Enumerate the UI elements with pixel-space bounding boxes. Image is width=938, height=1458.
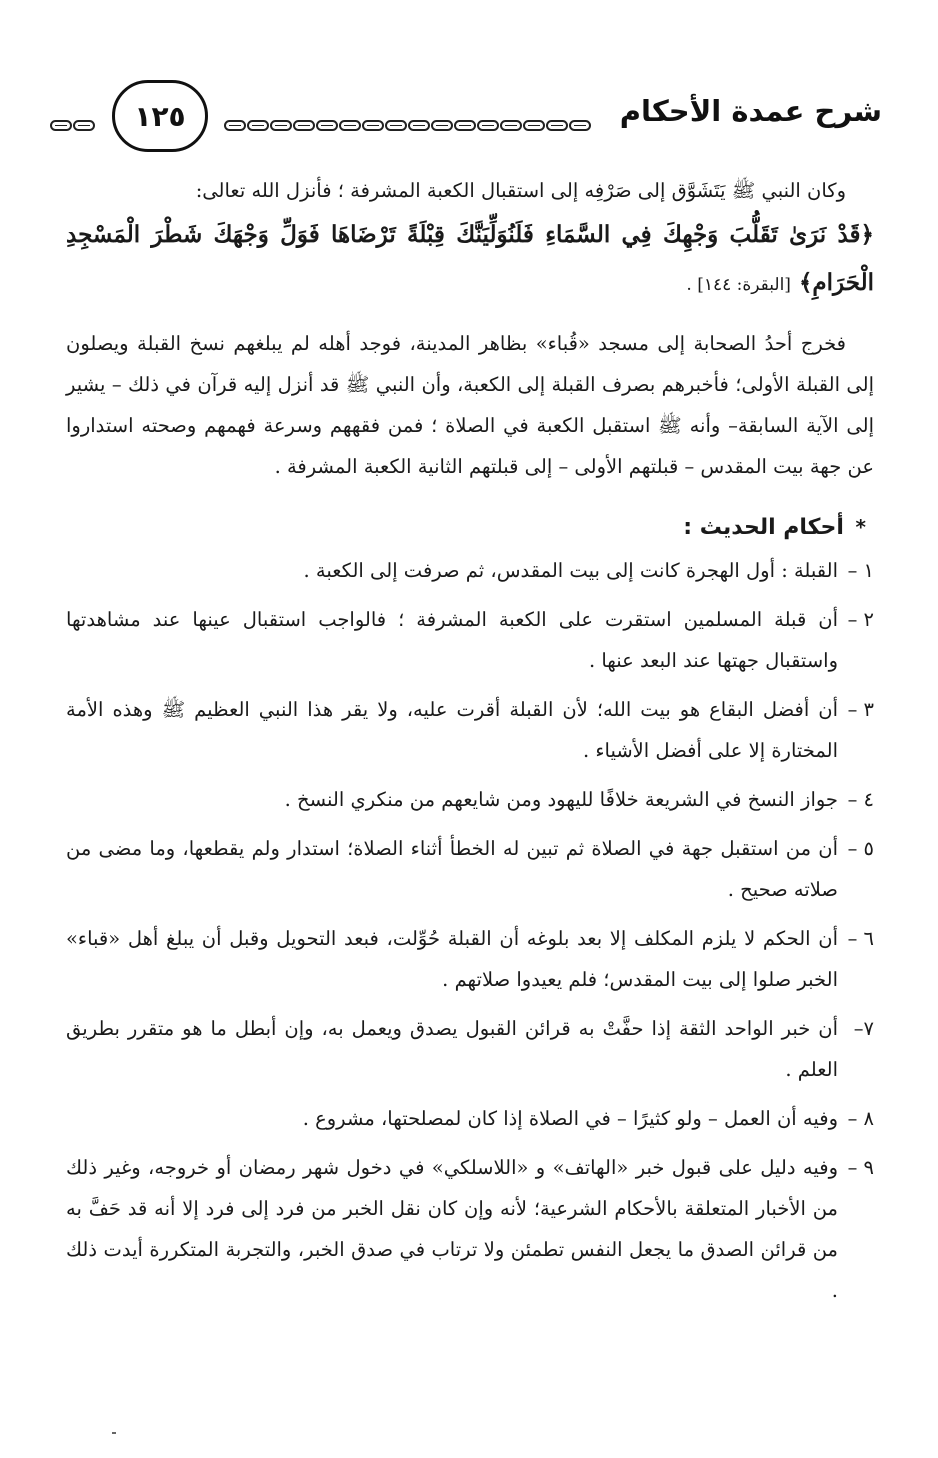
- ruling-number: ٣ –: [847, 698, 874, 721]
- page-body: [66, 170, 874, 1319]
- page-number: ١٢٥: [134, 99, 186, 133]
- quran-verse-text: ﴿قَدْ نَرَىٰ تَقَلُّبَ وَجْهِكَ فِي السَّمَاءِ فَلَنُوَلِّيَنَّكَ قِبْلَةً تَرْضَاهَا فَوَلِّ وَجْهَكَ شَطْرَ الْمَسْجِدِ الْحَرَامِ﴾: [66, 221, 874, 296]
- ruling-item: [66, 918, 874, 1000]
- section-title: أحكام الحديث :: [683, 515, 844, 540]
- scan-speck: [112, 1432, 116, 1434]
- verse-reference: [البقرة: ١٤٤] .: [686, 275, 791, 295]
- ruling-text: أن قبلة المسلمين استقرت على الكعبة المشرفة ؛ فالواجب استقبال عينها عند مشاهدتها واستقبال جهتها عند البعد عنها .: [66, 608, 838, 672]
- running-header: [0, 80, 938, 170]
- ruling-text: وفيه دليل على قبول خبر «الهاتف» و «اللاسلكي» في دخول شهر رمضان أو خروجه، وغير ذلك من الأخبار المتعلقة بالأحكام الشرعية؛ لأنه وإن كان نقل الخبر من فرد إلى فرد إلا أنه قد حَفَّ به من قرائن الصدق ما يجعل النفس تطمئن ولا ترتاب في صدق الخبر، والتجربة المتكررة أيدت ذلك .: [66, 1156, 838, 1302]
- ruling-number: ٥ –: [847, 837, 874, 860]
- ruling-number: ٩ –: [847, 1156, 874, 1179]
- quran-verse: [66, 211, 874, 309]
- ruling-item: [66, 689, 874, 771]
- ruling-text: جواز النسخ في الشريعة خلافًا لليهود ومن شايعهم من منكري النسخ .: [284, 788, 838, 811]
- intro-line: وكان النبي ﷺ يَتَشَوَّق إلى صَرْفِه إلى استقبال الكعبة المشرفة ؛ فأنزل الله تعالى:: [195, 179, 846, 202]
- rulings-list: [66, 550, 874, 1311]
- page-number-badge: [112, 80, 208, 152]
- story-paragraph: فخرج أحدُ الصحابة إلى مسجد «قُباء» بظاهر المدينة، فوجد أهله لم يبلغهم نسخ القبلة ويصلون إلى القبلة الأولى؛ فأخبرهم بصرف القبلة إلى الكعبة، وأن النبي ﷺ قد أنزل إليه قرآن في ذلك – يشير إلى الآية السابقة– وأنه ﷺ استقبل الكعبة في الصلاة ؛ فمن فقههم وسرعة فهمهم وصحته استداروا عن جهة بيت المقدس – قبلتهم الأولى – إلى قبلتهم الثانية الكعبة المشرفة .: [66, 332, 874, 478]
- ruling-item: [66, 599, 874, 681]
- ruling-item: [66, 1098, 874, 1139]
- ruling-number: ١ –: [847, 559, 874, 582]
- section-heading: [66, 505, 874, 550]
- ruling-number: ٧–: [853, 1017, 874, 1040]
- book-title: شرح عمدة الأحكام: [619, 94, 882, 128]
- ruling-text: أن خبر الواحد الثقة إذا حفَّتْ به قرائن القبول يصدق ويعمل به، وإن أبطل ما هو متقرر بطريق العلم .: [66, 1017, 838, 1081]
- ruling-item: [66, 1008, 874, 1090]
- ruling-text: أن أفضل البقاع هو بيت الله؛ لأن القبلة أقرت عليه، ولا يقر هذا النبي العظيم ﷺ وهذه الأمة المختارة إلا على أفضل الأشياء .: [66, 698, 838, 762]
- ruling-number: ٢ –: [847, 608, 874, 631]
- ruling-number: ٨ –: [847, 1107, 874, 1130]
- ruling-number: ٤ –: [847, 788, 874, 811]
- ruling-text: أن الحكم لا يلزم المكلف إلا بعد بلوغه أن القبلة حُوِّلت، فبعد التحويل وقبل أن يبلغ أهل «قباء» الخبر صلوا إلى بيت المقدس؛ فلم يعيدوا صلاتهم .: [66, 927, 838, 991]
- ruling-item: [66, 1147, 874, 1311]
- ruling-text: وفيه أن العمل – ولو كثيرًا – في الصلاة إذا كان لمصلحتها، مشروع .: [302, 1107, 838, 1130]
- ruling-item: [66, 779, 874, 820]
- ruling-item: [66, 828, 874, 910]
- asterisk-icon: *: [855, 515, 866, 539]
- decorative-chain-ornament: [224, 120, 592, 134]
- ruling-item: [66, 550, 874, 591]
- decorative-chain-ornament-end: [50, 120, 96, 134]
- ruling-text: القبلة : أول الهجرة كانت إلى بيت المقدس، ثم صرفت إلى الكعبة .: [303, 559, 838, 582]
- ruling-text: أن من استقبل جهة في الصلاة ثم تبين له الخطأ أثناء الصلاة؛ استدار ولم يقطعها، وما مضى من صلاته صحيح .: [66, 837, 838, 901]
- ruling-number: ٦ –: [847, 927, 874, 950]
